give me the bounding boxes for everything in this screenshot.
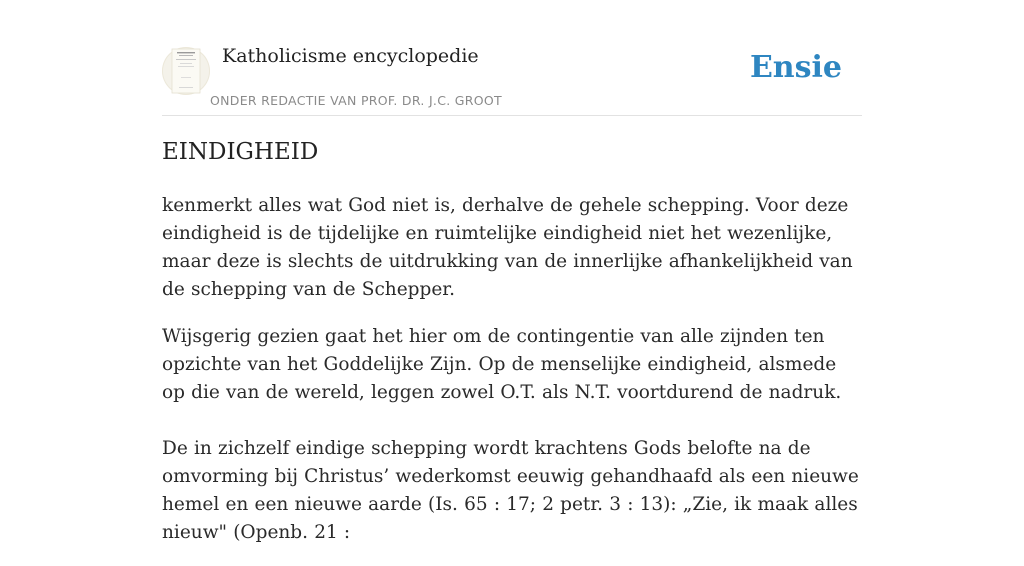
site-logo[interactable]: Ensie (749, 50, 842, 85)
page (162, 0, 862, 543)
book-title[interactable]: Katholicisme encyclopedie (222, 45, 479, 67)
entry-paragraph: Wijsgerig gezien gaat het hier om de contingentie van alle zijnden ten opzichte van het Goddelijke Zijn. Op de menselijke eindigheid, alsmede op die van de wereld, leggen zowel O.T. als N.T. voortdurend de nadruk. (162, 326, 842, 403)
entry-paragraph: kenmerkt alles wat God niet is, derhalve de gehele schepping. Voor deze eindigheid is de tijdelijke en ruimtelijke eindigheid niet het wezenlijke, maar deze is slechts de uitdrukking van de innerlijke afhankelijkheid van de schepping van de Schepper. (162, 195, 853, 300)
entry-paragraph: De in zichzelf eindige schepping wordt krachtens Gods belofte na de omvorming bij Christus’ wederkomst eeuwig gehandhaafd als een nieuwe hemel en een nieuwe aarde (Is. 65 : 17; 2 petr. 3 : 13): „Zie, ik maak alles nieuw" (Openb. 21 : (162, 438, 859, 543)
book-subtitle: ONDER REDACTIE VAN PROF. DR. J.C. GROOT (210, 93, 502, 108)
book-cover-icon[interactable] (162, 47, 210, 95)
header (162, 0, 862, 116)
entry-body (162, 192, 862, 566)
entry-title: EINDIGHEID (162, 139, 319, 165)
